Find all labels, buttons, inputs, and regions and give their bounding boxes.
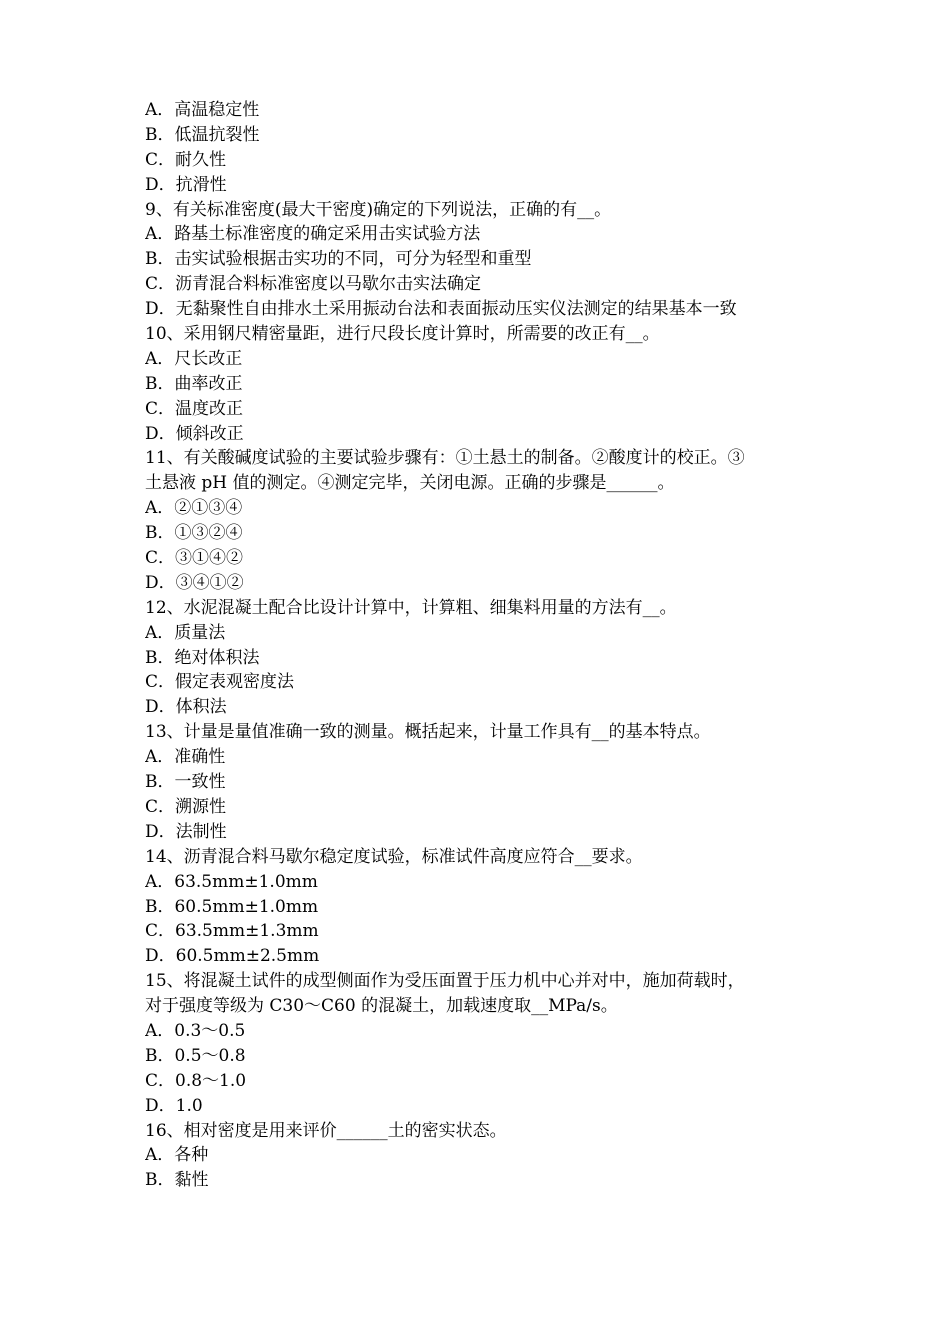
text-line: A．高温稳定性 (145, 100, 260, 120)
text-line: 16、相对密度是用来评价______土的密实状态。 (145, 1120, 507, 1141)
question-list (145, 98, 825, 1193)
text-line: C．沥青混合料标准密度以马歇尔击实法确定 (145, 274, 482, 295)
text-line: A．②①③④ (145, 498, 243, 519)
text-line: 对于强度等级为 C30～C60 的混凝土，加载速度取__MPa/s。 (145, 996, 618, 1017)
text-line: A．尺长改正 (145, 348, 243, 369)
text-line: B．0.5～0.8 (145, 1045, 246, 1066)
text-line: 15、将混凝土试件的成型侧面作为受压面置于压力机中心并对中，施加荷载时， (145, 971, 745, 992)
text-line: C．温度改正 (145, 398, 244, 419)
text-line: C．③①④② (145, 548, 244, 569)
text-line: 土悬液 pH 值的测定。④测定完毕，关闭电源。正确的步骤是______。 (145, 473, 675, 494)
text-line: B．①③②④ (145, 523, 243, 544)
text-line: A．63.5mm±1.0mm (145, 871, 318, 892)
text-line: B．曲率改正 (145, 373, 243, 394)
text-line: C．溯源性 (145, 796, 227, 817)
text-line: D．60.5mm±2.5mm (145, 946, 320, 967)
text-line: B．低温抗裂性 (145, 124, 260, 145)
text-line: A．路基土标准密度的确定采用击实试验方法 (145, 224, 481, 245)
text-line: D．体积法 (145, 697, 227, 718)
text-line: B．击实试验根据击实功的不同，可分为轻型和重型 (145, 249, 532, 270)
text-line: 12、水泥混凝土配合比设计计算中，计算粗、细集料用量的方法有__。 (145, 597, 677, 618)
text-line: C．假定表观密度法 (145, 672, 295, 693)
text-line: B．60.5mm±1.0mm (145, 896, 319, 917)
text-line: 9、有关标准密度(最大干密度)确定的下列说法，正确的有__。 (145, 199, 612, 220)
text-line: D．法制性 (145, 821, 227, 842)
text-line: D．倾斜改正 (145, 423, 244, 444)
text-line: 14、沥青混合料马歇尔稳定度试验，标准试件高度应符合__要求。 (145, 846, 643, 867)
text-line: A．各种 (145, 1145, 209, 1166)
text-line: D．抗滑性 (145, 174, 227, 195)
text-line: B．黏性 (145, 1170, 209, 1191)
text-line: 10、采用钢尺精密量距，进行尺段长度计算时，所需要的改正有__。 (145, 324, 660, 345)
text-line: D．无黏聚性自由排水土采用振动台法和表面振动压实仪法测定的结果基本一致 (145, 299, 737, 320)
text-line: A．质量法 (145, 622, 226, 643)
text-line: D．1.0 (145, 1095, 203, 1116)
text-line: C．63.5mm±1.3mm (145, 921, 319, 942)
text-line: B．绝对体积法 (145, 647, 260, 668)
text-line: 11、有关酸碱度试验的主要试验步骤有：①土悬土的制备。②酸度计的校正。③ (145, 448, 745, 469)
text-line: B．一致性 (145, 772, 226, 793)
text-line: C．0.8～1.0 (145, 1070, 247, 1091)
text-line: 13、计量是量值准确一致的测量。概括起来，计量工作具有__的基本特点。 (145, 722, 711, 743)
text-line: A．准确性 (145, 747, 226, 768)
text-line: A．0.3～0.5 (145, 1020, 246, 1041)
text-line: D．③④①② (145, 572, 244, 593)
text-line: C．耐久性 (145, 149, 227, 170)
